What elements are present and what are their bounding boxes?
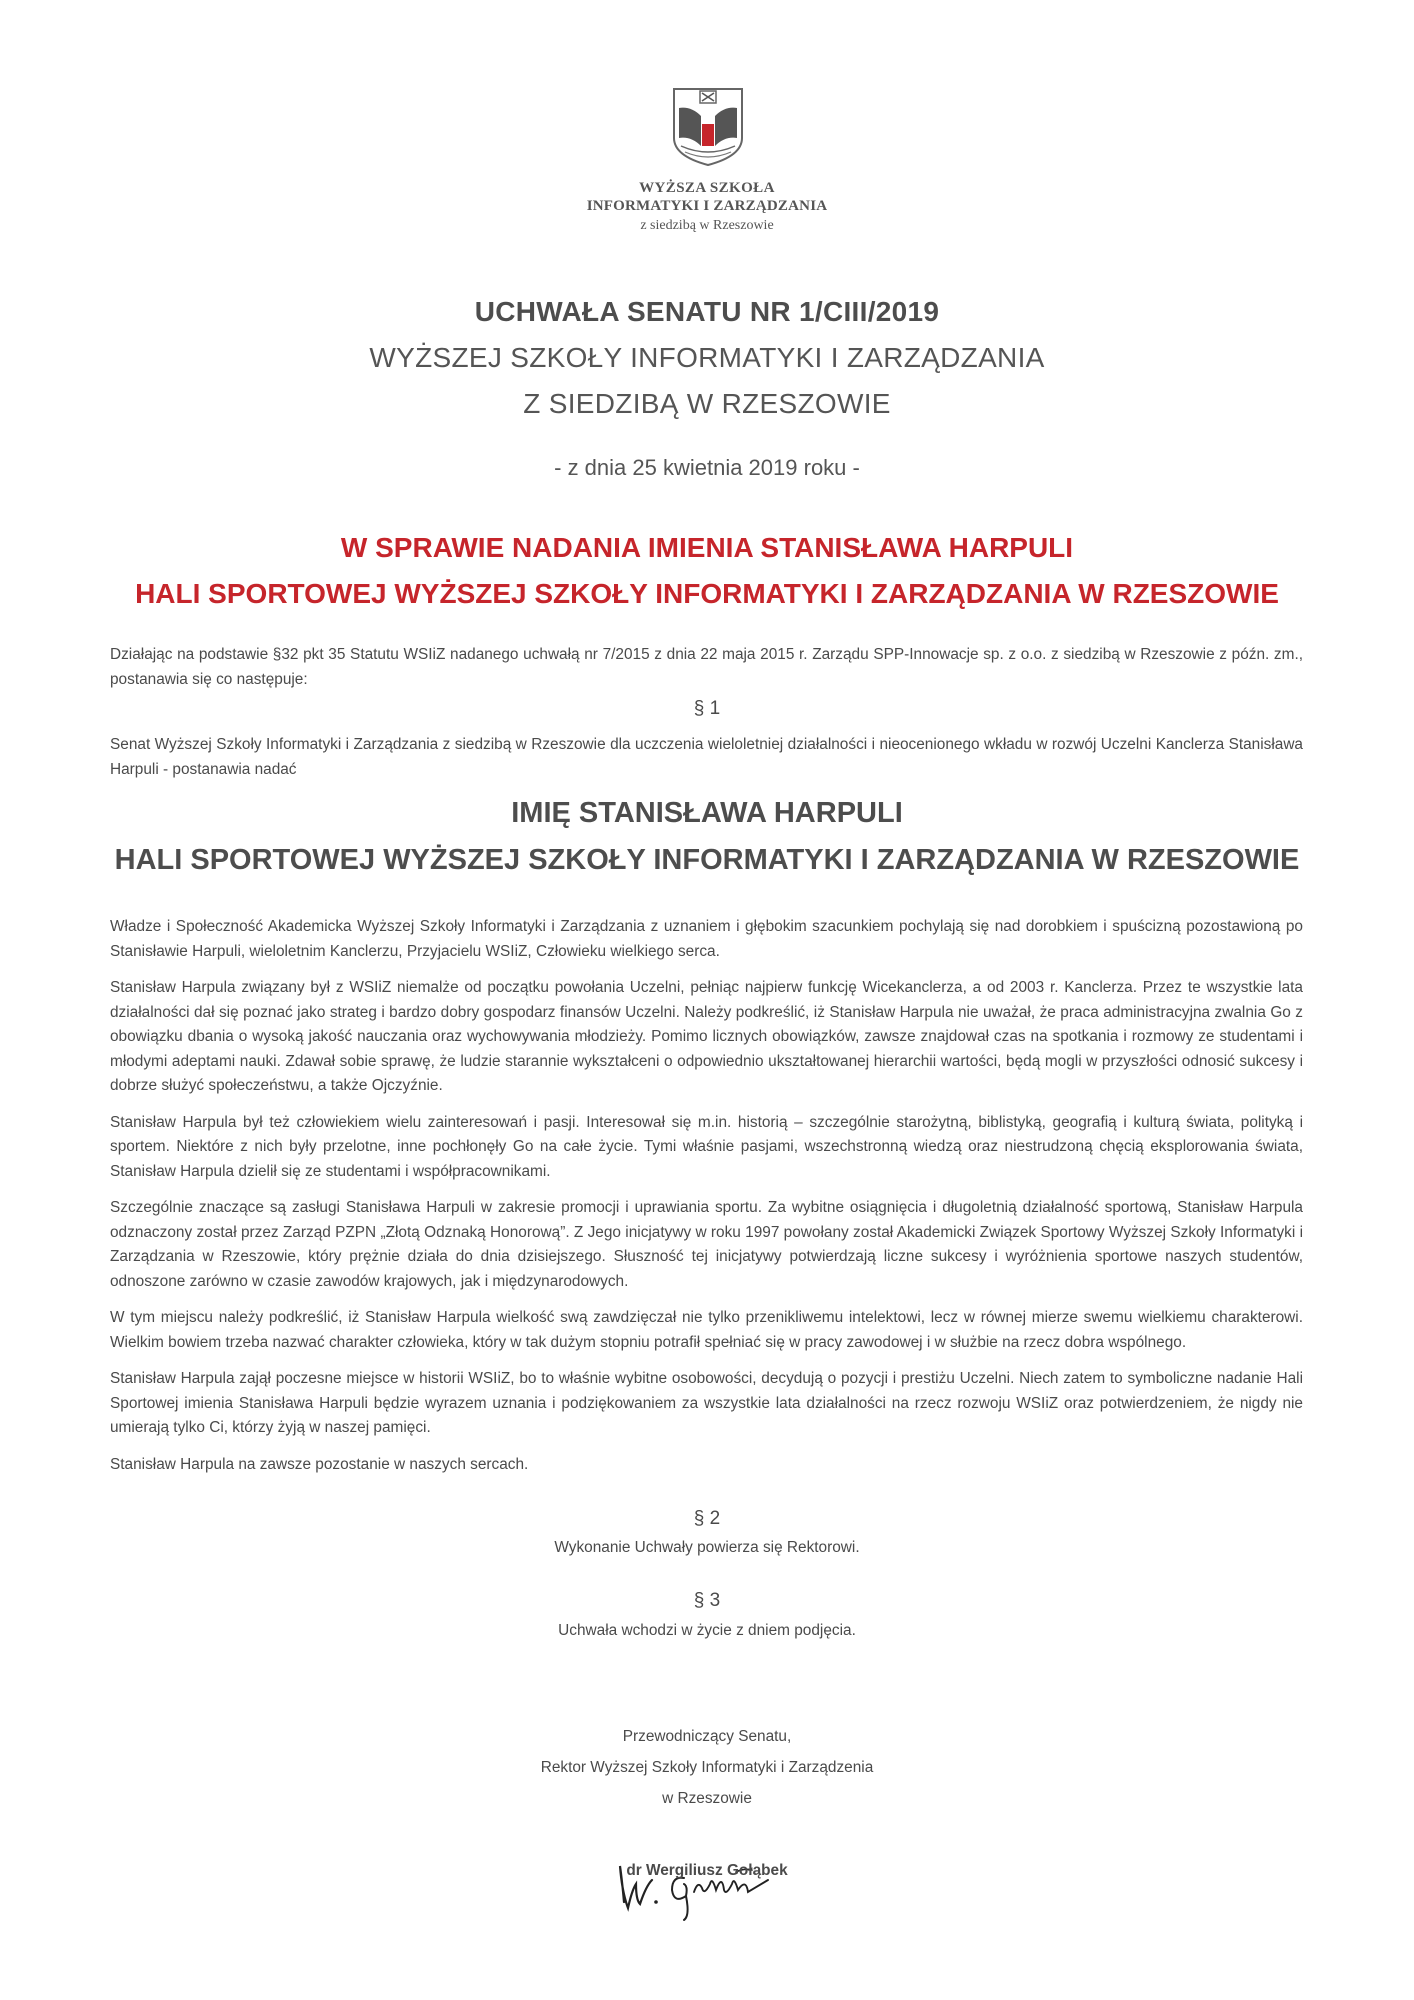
signatory-name: dr Wergiliusz Gołąbek xyxy=(626,1862,788,1879)
name-heading-line1: IMIĘ STANISŁAWA HARPULI xyxy=(511,797,903,829)
section-2-label: § 2 xyxy=(693,1508,721,1529)
resolution-subtitle-line1: WYŻSZEJ SZKOŁY INFORMATYKI I ZARZĄDZANIA xyxy=(369,342,1045,373)
resolution-date: - z dnia 25 kwietnia 2019 roku - xyxy=(554,455,860,480)
paragraph: Stanisław Harpula był też człowiekiem wielu zainteresowań i pasji. Interesował się m.in. historią – szczególnie starożytną, biblistyką, geografią i kulturą świata, polityką i sportem. Niektóre z nich były przelotne, inne pochłonęły Go na całe życie. Tymi właśnie pasjami, wszechstronną wiedzą oraz niestrudzoną chęcią eksplorowania świata, Stanisław Harpula dzielił się ze studentami i współpracownikami. xyxy=(110,1113,1303,1180)
subject-heading-line1: W SPRAWIE NADANIA IMIENIA STANISŁAWA HARPULI xyxy=(340,532,1074,563)
org-name-line2: INFORMATYKI I ZARZĄDZANIA xyxy=(586,198,828,214)
org-name-line1: WYŻSZA SZKOŁA xyxy=(639,180,775,196)
org-name-line3: z siedzibą w Rzeszowie xyxy=(640,218,774,233)
resolution-title: UCHWAŁA SENATU NR 1/CIII/2019 xyxy=(474,296,940,327)
signatory-title-line3: w Rzeszowie xyxy=(662,1790,752,1807)
section-3-text: Uchwała wchodzi w życie z dniem podjęcia. xyxy=(558,1622,856,1639)
subject-heading-line2: HALI SPORTOWEJ WYŻSZEJ SZKOŁY INFORMATYKI I ZARZĄDZANIA W RZESZOWIE xyxy=(135,578,1279,609)
section-2-text: Wykonanie Uchwały powierza się Rektorowi. xyxy=(554,1539,860,1556)
paragraph: Szczególnie znaczące są zasługi Stanisława Harpuli w zakresie promocji i uprawiania sportu. Za wybitne osiągnięcia i długoletnią działalność sportową, Stanisław Harpula odznaczony został przez Zarząd PZPN „Złotą Odznaką Honorową”. Z Jego inicjatywy w roku 1997 powołany został Akademicki Związek Sportowy Wyższej Szkoły Informatyki i Zarządzania w Rzeszowie, który prężnie działa do dnia dzisiejszego. Słuszność tej inicjatywy potwierdzają liczne sukcesy i wyróżnienia sportowe naszych studentów, odnoszone zarówno w czasie zawodów krajowych, jak i międzynarodowych. xyxy=(110,1199,1303,1290)
preamble: Działając na podstawie §32 pkt 35 Statutu WSIiZ nadanego uchwałą nr 7/2015 z dnia 22 maja 2015 r. Zarządu SPP-Innowacje sp. z o.o. z siedzibą w Rzeszowie z późn. zm., postanawia się co następuje: xyxy=(110,646,1303,688)
paragraph: Stanisław Harpula zajął poczesne miejsce w historii WSIiZ, bo to właśnie wybitne osobowości, decydują o pozycji i prestiżu Uczelni. Niech zatem to symboliczne nadanie Hali Sportowej imienia Stanisława Harpuli będzie wyrazem uznania i podziękowaniem za wszystkie lata działalności na rzecz rozwoju WSIiZ oraz potwierdzeniem, że nigdy nie umierają tylko Ci, którzy żyją w naszej pamięci. xyxy=(110,1370,1303,1436)
signatory-title-line1: Przewodniczący Senatu, xyxy=(622,1728,792,1745)
paragraph: Władze i Społeczność Akademicka Wyższej Szkoły Informatyki i Zarządzania z uznaniem i głębokim szacunkiem pochylają się nad dorobkiem i spuścizną pozostawioną po Stanisławie Harpuli, wieloletnim Kanclerzu, Przyjacielu WSIiZ, Człowieku wielkiego serca. xyxy=(110,918,1303,960)
section-1-label: § 1 xyxy=(693,698,721,719)
body-paragraphs xyxy=(110,915,1303,1489)
section-3-label: § 3 xyxy=(693,1590,721,1611)
paragraph: W tym miejscu należy podkreślić, iż Stanisław Harpula wielkość swą zawdzięczał nie tylko przenikliwemu intelektowi, lecz w równej mierze swemu wielkiemu charakterowi. Wielkim bowiem trzeba nazwać charakter człowieka, który w tak dużym stopniu potrafił spełniać się w pracy zawodowej i w służbie na rzecz dobra wspólnego. xyxy=(110,1309,1303,1351)
paragraph: Stanisław Harpula na zawsze pozostanie w naszych sercach. xyxy=(110,1455,529,1473)
university-crest-icon xyxy=(671,86,745,168)
signatory-title-line2: Rektor Wyższej Szkoły Informatyki i Zarządzenia xyxy=(540,1759,874,1776)
section-1-text: Senat Wyższej Szkoły Informatyki i Zarządzania z siedzibą w Rzeszowie dla uczczenia wieloletniej działalności i nieocenionego wkładu w rozwój Uczelni Kanclerza Stanisława Harpuli - postanawia nadać xyxy=(110,736,1303,778)
resolution-subtitle-line2: Z SIEDZIBĄ W RZESZOWIE xyxy=(523,388,891,419)
name-heading-line2: HALI SPORTOWEJ WYŻSZEJ SZKOŁY INFORMATYKI I ZARZĄDZANIA W RZESZOWIE xyxy=(114,844,1300,876)
paragraph: Stanisław Harpula związany był z WSIiZ niemalże od początku powołania Uczelni, pełniąc najpierw funkcję Wicekanclerza, a od 2003 r. Kanclerza. Przez te wszystkie lata działalności dał się poznać jako strateg i bardzo dobry gospodarz finansów Uczelni. Należy podkreślić, iż Stanisław Harpula nie uważał, że praca administracyjna zwalnia Go z obowiązku dbania o wysoką jakość nauczania oraz wychowywania młodzieży. Pomimo licznych obowiązków, zawsze znajdował czas na spotkania i rozmowy ze studentami i młodymi adeptami nauki. Zdawał sobie sprawę, że ludzie starannie wykształceni o odpowiednio ukształtowanej hierarchii wartości, będą mogli w przyszłości odnosić sukcesy i dobrze służyć społeczeństwu, a także Ojczyźnie. xyxy=(110,979,1303,1094)
